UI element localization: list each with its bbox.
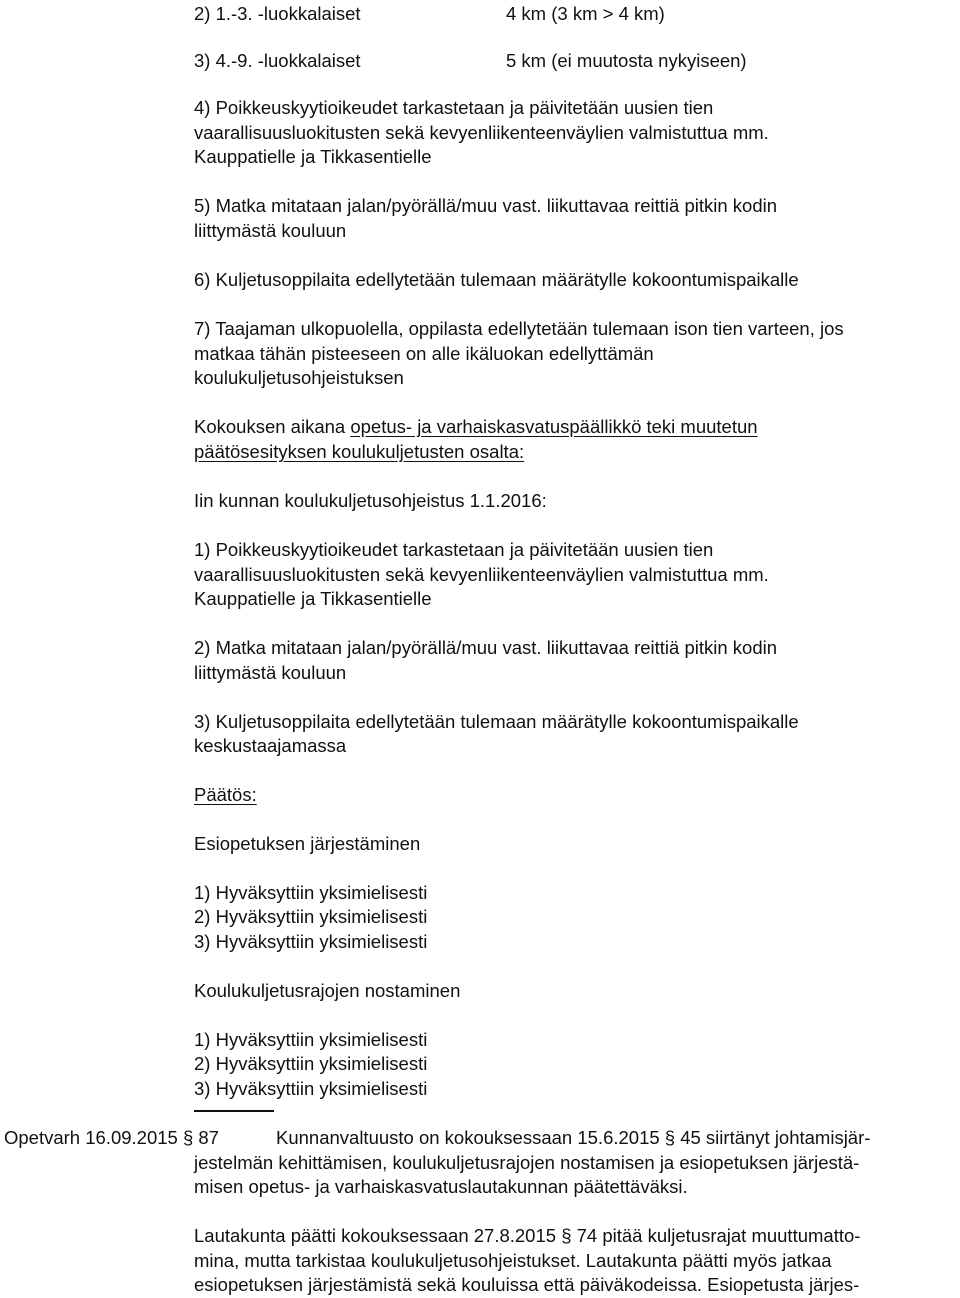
guideline-item-2-line: 2) Matka mitataan jalan/pyörällä/muu vast. liikuttavaa reittiä pitkin kodin (194, 637, 778, 658)
list-item-7-line: koulukuljetusohjeistuksen (194, 367, 404, 388)
meeting-note-underlined: päätösesityksen koulukuljetusten osalta: (194, 441, 525, 462)
guideline-item-1-line: vaarallisuusluokitusten sekä kevyenliikenteenväylien valmistuttua mm. (194, 564, 769, 585)
list-item-4-line: Kauppatielle ja Tikkasentielle (194, 146, 432, 167)
guideline-item-2-line: liittymästä kouluun (194, 662, 347, 683)
guideline-item-1-line: Kauppatielle ja Tikkasentielle (194, 588, 432, 609)
list-item-7-line: 7) Taajaman ulkopuolella, oppilasta edellytetään tulemaan ison tien varteen, jos (194, 318, 844, 339)
guideline-item-3-line: 3) Kuljetusoppilaita edellytetään tulemaan määrätylle kokoontumispaikalle (194, 711, 799, 732)
decision-heading: Päätös: (194, 784, 257, 805)
meeting-note-underlined: opetus- ja varhaiskasvatuspäällikkö teki muutetun (350, 416, 758, 437)
list-item-3-value: 5 km (ei muutosta nykyiseen) (506, 50, 747, 71)
list-item-3-label: 3) 4.-9. -luokkalaiset (194, 50, 361, 71)
list-item-2-value: 4 km (3 km > 4 km) (506, 3, 665, 24)
list-item-5-line: liittymästä kouluun (194, 220, 347, 241)
list-item-4-line: vaarallisuusluokitusten sekä kevyenliikenteenväylien valmistuttua mm. (194, 122, 769, 143)
list-item-2-label: 2) 1.-3. -luokkalaiset (194, 3, 361, 24)
minutes-text-line: esiopetuksen järjestämistä sekä kouluissa että päiväkodeissa. Esiopetusta järjes- (194, 1274, 860, 1295)
minutes-reference: Opetvarh 16.09.2015 § 87 (4, 1127, 219, 1148)
list-item-6: 6) Kuljetusoppilaita edellytetään tulemaan määrätylle kokoontumispaikalle (194, 269, 799, 290)
decision-item: 1) Hyväksyttiin yksimielisesti (194, 882, 428, 903)
section-separator-line (194, 1110, 274, 1112)
list-item-5-line: 5) Matka mitataan jalan/pyörällä/muu vast. liikuttavaa reittiä pitkin kodin (194, 195, 778, 216)
guideline-item-3-line: keskustaajamassa (194, 735, 347, 756)
decision-item: 3) Hyväksyttiin yksimielisesti (194, 931, 428, 952)
minutes-text-line: Lautakunta päätti kokouksessaan 27.8.2015 § 74 pitää kuljetusrajat muuttumatto- (194, 1225, 861, 1246)
minutes-text-line: mina, mutta tarkistaa koulukuljetusohjeistukset. Lautakunta päätti myös jatkaa (194, 1250, 832, 1271)
guideline-item-1-line: 1) Poikkeuskyytioikeudet tarkastetaan ja päivitetään uusien tien (194, 539, 714, 560)
decision-section-title: Koulukuljetusrajojen nostaminen (194, 980, 461, 1001)
meeting-note-line-1 (194, 415, 758, 440)
list-item-7-line: matkaa tähän pisteeseen on alle ikäluokan edellyttämän (194, 343, 654, 364)
decision-item: 2) Hyväksyttiin yksimielisesti (194, 1053, 428, 1074)
decision-item: 2) Hyväksyttiin yksimielisesti (194, 906, 428, 927)
decision-item: 1) Hyväksyttiin yksimielisesti (194, 1029, 428, 1050)
guideline-heading: Iin kunnan koulukuljetusohjeistus 1.1.2016: (194, 490, 547, 511)
minutes-text-line: jestelmän kehittämisen, koulukuljetusrajojen nostamisen ja esiopetuksen järjestä- (194, 1152, 860, 1173)
minutes-text-line: misen opetus- ja varhaiskasvatuslautakunnan päätettäväksi. (194, 1176, 688, 1197)
decision-item: 3) Hyväksyttiin yksimielisesti (194, 1078, 428, 1099)
list-item-4-line: 4) Poikkeuskyytioikeudet tarkastetaan ja päivitetään uusien tien (194, 97, 714, 118)
minutes-text-line: Kunnanvaltuusto on kokouksessaan 15.6.2015 § 45 siirtänyt johtamisjär- (276, 1127, 871, 1148)
decision-section-title: Esiopetuksen järjestäminen (194, 833, 421, 854)
meeting-note-prefix: Kokouksen aikana (194, 416, 351, 437)
